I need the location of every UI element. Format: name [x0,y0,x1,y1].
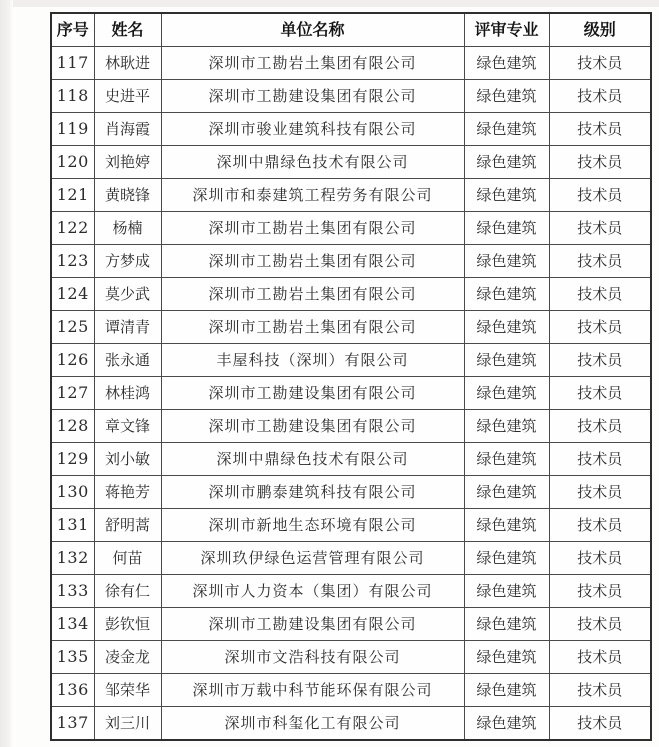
cell-index: 136 [51,674,94,707]
cell-level: 技术员 [549,245,651,278]
cell-company: 深圳市工勘岩土集团有限公司 [161,47,464,80]
cell-spec: 绿色建筑 [464,311,549,344]
cell-name: 林桂鸿 [94,377,161,410]
cell-name: 徐有仁 [94,575,161,608]
cell-index: 120 [51,146,94,179]
cell-spec: 绿色建筑 [464,146,549,179]
cell-level: 技术员 [549,509,651,542]
cell-index: 131 [51,509,94,542]
cell-index: 123 [51,245,94,278]
cell-company: 深圳市工勘建设集团有限公司 [161,608,464,641]
cell-index: 122 [51,212,94,245]
cell-name: 舒明蒿 [94,509,161,542]
cell-company: 深圳市鹏泰建筑科技有限公司 [161,476,464,509]
cell-level: 技术员 [549,674,651,707]
cell-spec: 绿色建筑 [464,542,549,575]
cell-spec: 绿色建筑 [464,344,549,377]
cell-index: 129 [51,443,94,476]
header-row [51,13,651,47]
table-row [51,575,651,608]
cell-name: 章文锋 [94,410,161,443]
table-row [51,212,651,245]
table-row [51,674,651,707]
cell-index: 117 [51,47,94,80]
cell-level: 技术员 [549,443,651,476]
cell-level: 技术员 [549,377,651,410]
cell-company: 深圳市科玺化工有限公司 [161,707,464,741]
cell-index: 119 [51,113,94,146]
cell-spec: 绿色建筑 [464,608,549,641]
cell-level: 技术员 [549,641,651,674]
cell-index: 134 [51,608,94,641]
cell-level: 技术员 [549,179,651,212]
cell-spec: 绿色建筑 [464,509,549,542]
cell-level: 技术员 [549,47,651,80]
table-row [51,113,651,146]
cell-name: 凌金龙 [94,641,161,674]
cell-spec: 绿色建筑 [464,47,549,80]
table-row [51,47,651,80]
cell-name: 莫少武 [94,278,161,311]
cell-level: 技术员 [549,146,651,179]
cell-index: 118 [51,80,94,113]
cell-name: 谭清青 [94,311,161,344]
cell-spec: 绿色建筑 [464,476,549,509]
cell-level: 技术员 [549,344,651,377]
cell-spec: 绿色建筑 [464,179,549,212]
table-body [51,47,651,741]
cell-company: 深圳市人力资本（集团）有限公司 [161,575,464,608]
cell-company: 深圳市新地生态环境有限公司 [161,509,464,542]
cell-company: 深圳市工勘建设集团有限公司 [161,410,464,443]
cell-index: 121 [51,179,94,212]
cell-level: 技术员 [549,575,651,608]
cell-level: 技术员 [549,278,651,311]
reviewer-roster-table [50,12,652,741]
cell-name: 肖海霞 [94,113,161,146]
table-row [51,278,651,311]
cell-spec: 绿色建筑 [464,278,549,311]
cell-level: 技术员 [549,113,651,146]
cell-level: 技术员 [549,410,651,443]
cell-index: 128 [51,410,94,443]
cell-company: 深圳市工勘岩土集团有限公司 [161,311,464,344]
cell-spec: 绿色建筑 [464,212,549,245]
cell-name: 刘三川 [94,707,161,741]
cell-index: 125 [51,311,94,344]
cell-index: 135 [51,641,94,674]
table-row [51,641,651,674]
table-row [51,146,651,179]
cell-name: 彭钦恒 [94,608,161,641]
cell-spec: 绿色建筑 [464,113,549,146]
cell-company: 深圳市工勘建设集团有限公司 [161,377,464,410]
cell-index: 126 [51,344,94,377]
cell-company: 深圳中鼎绿色技术有限公司 [161,443,464,476]
cell-company: 深圳玖伊绿色运营管理有限公司 [161,542,464,575]
cell-name: 方梦成 [94,245,161,278]
column-header-index: 序号 [51,13,94,47]
cell-company: 深圳市工勘岩土集团有限公司 [161,245,464,278]
cell-spec: 绿色建筑 [464,377,549,410]
table-header [51,13,651,47]
cell-spec: 绿色建筑 [464,443,549,476]
cell-name: 何苗 [94,542,161,575]
cell-spec: 绿色建筑 [464,575,549,608]
cell-company: 深圳市万载中科节能环保有限公司 [161,674,464,707]
cell-spec: 绿色建筑 [464,80,549,113]
cell-company: 深圳市工勘建设集团有限公司 [161,80,464,113]
cell-spec: 绿色建筑 [464,245,549,278]
cell-company: 深圳市文浩科技有限公司 [161,641,464,674]
table-row [51,443,651,476]
cell-spec: 绿色建筑 [464,410,549,443]
cell-index: 124 [51,278,94,311]
table-row [51,344,651,377]
table-row [51,410,651,443]
cell-name: 刘艳婷 [94,146,161,179]
cell-index: 137 [51,707,94,741]
cell-name: 刘小敏 [94,443,161,476]
cell-level: 技术员 [549,608,651,641]
table-row [51,509,651,542]
cell-level: 技术员 [549,80,651,113]
cell-name: 林耿进 [94,47,161,80]
table-row [51,707,651,741]
cell-level: 技术员 [549,212,651,245]
cell-index: 127 [51,377,94,410]
cell-level: 技术员 [549,542,651,575]
cell-level: 技术员 [549,311,651,344]
cell-company: 深圳市工勘岩土集团有限公司 [161,212,464,245]
cell-spec: 绿色建筑 [464,674,549,707]
cell-level: 技术员 [549,707,651,741]
table-row [51,179,651,212]
cell-name: 史进平 [94,80,161,113]
cell-spec: 绿色建筑 [464,641,549,674]
cell-name: 蒋艳芳 [94,476,161,509]
column-header-name: 姓名 [94,13,161,47]
table-row [51,377,651,410]
cell-name: 杨楠 [94,212,161,245]
scan-edge-left [0,0,13,747]
table-row [51,311,651,344]
table-row [51,476,651,509]
cell-name: 黄晓锋 [94,179,161,212]
column-header-spec: 评审专业 [464,13,549,47]
cell-company: 深圳中鼎绿色技术有限公司 [161,146,464,179]
cell-index: 130 [51,476,94,509]
cell-name: 邹荣华 [94,674,161,707]
table-row [51,245,651,278]
cell-company: 深圳市和泰建筑工程劳务有限公司 [161,179,464,212]
cell-name: 张永通 [94,344,161,377]
scan-edge-top [0,0,659,7]
cell-company: 丰屋科技（深圳）有限公司 [161,344,464,377]
column-header-company: 单位名称 [161,13,464,47]
cell-index: 133 [51,575,94,608]
cell-index: 132 [51,542,94,575]
table-row [51,542,651,575]
column-header-level: 级别 [549,13,651,47]
cell-company: 深圳市工勘岩土集团有限公司 [161,278,464,311]
cell-level: 技术员 [549,476,651,509]
table-row [51,608,651,641]
cell-company: 深圳市骏业建筑科技有限公司 [161,113,464,146]
table-row [51,80,651,113]
cell-spec: 绿色建筑 [464,707,549,741]
